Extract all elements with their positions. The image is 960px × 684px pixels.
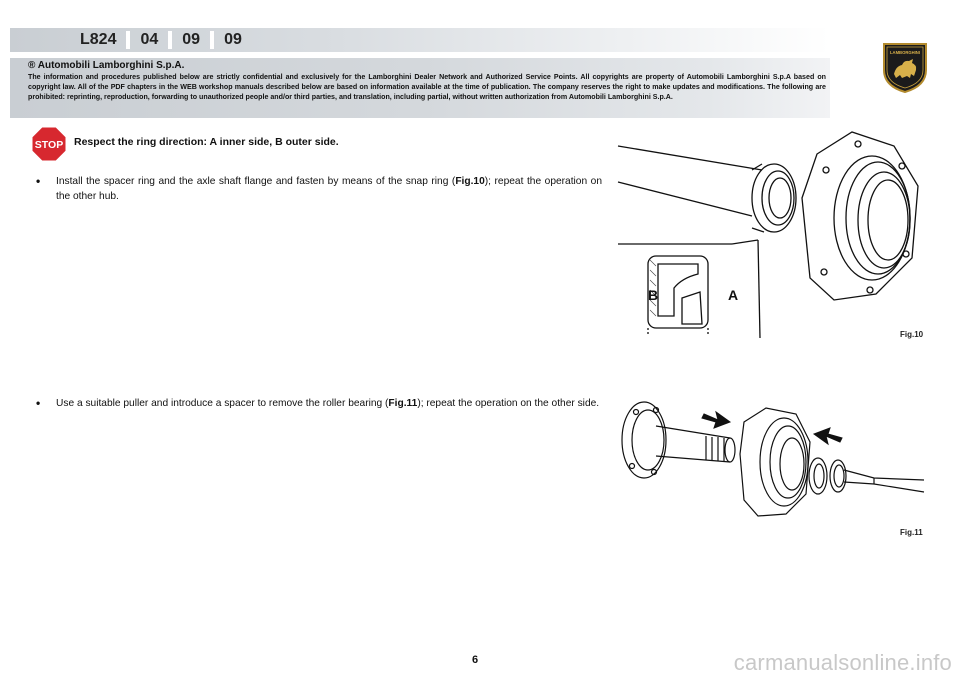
svg-text:STOP: STOP: [34, 139, 64, 151]
code-model: L824: [80, 31, 117, 48]
copyright-title: ® Automobili Lamborghini S.p.A.: [28, 60, 185, 71]
figure-10-illustration: [612, 128, 932, 343]
chapter-code: [70, 30, 252, 50]
code-subgroup: 09: [182, 31, 201, 48]
step-text: Use a suitable puller and introduce a spacer to remove the roller bearing (Fig.11); repeat the operation on the other side.: [56, 398, 600, 409]
figure-11-illustration: [612, 396, 930, 526]
figure-reference: Fig.11: [388, 398, 418, 409]
page-number: 6: [472, 654, 479, 666]
stop-sign-icon: [31, 126, 67, 162]
copyright-notice: The information and procedures published below are strictly confidential and exclusively for the Lamborghini Dealer Network and Authorized Service Points. All copyrights are property of Automobili Lamborghini S.p.A based on copyright law. All of the PDF chapters in the WEB workshop manuals described below are based on information available at the time of publication. The company reserves the right to make updates and modifications. The following are prohibited: reprinting, reproduction, forwarding to unauthorized people and/or third parties, and translation, including partial, without written authorization from Automobili Lamborghini S.p.A.: [28, 73, 826, 101]
bullet-icon: •: [36, 396, 41, 410]
lamborghini-logo-icon: [880, 40, 930, 94]
code-group: 04: [140, 31, 159, 48]
figure-reference: Fig.10: [455, 176, 485, 187]
figure-11-label: Fig.11: [900, 528, 923, 537]
code-section: 09: [224, 31, 242, 48]
callout-a: A: [728, 287, 739, 303]
bullet-icon: •: [36, 174, 41, 188]
warning-text: Respect the ring direction: A inner side, B outer side.: [74, 136, 339, 148]
watermark: carmanualsonline.info: [733, 650, 952, 675]
callout-b: B: [648, 287, 659, 303]
figure-10-label: Fig.10: [900, 330, 924, 339]
logo-text: LAMBORGHINI: [889, 50, 921, 55]
step-text: Install the spacer ring and the axle shaft flange and fasten by means of the snap ring (Fig.10); repeat the operation on the other hub.: [56, 176, 602, 202]
